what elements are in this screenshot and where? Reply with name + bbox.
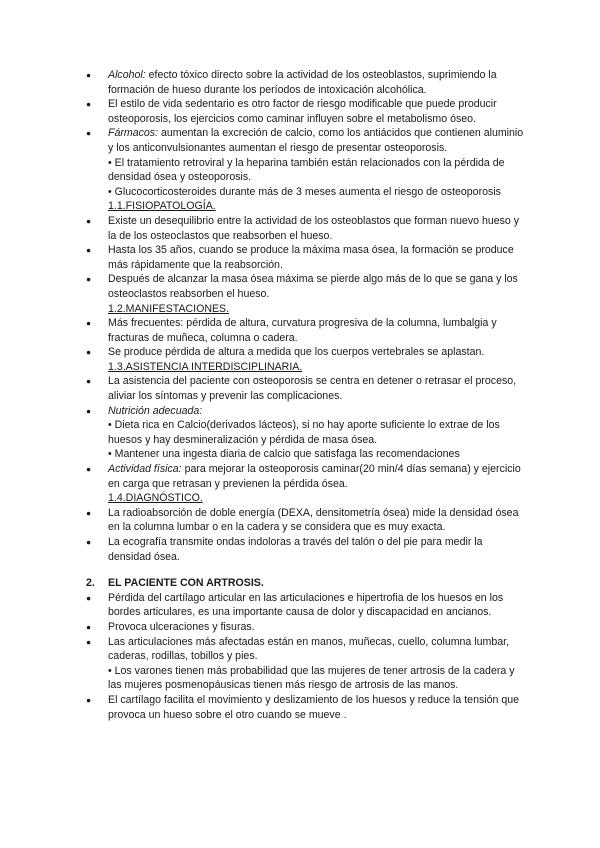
section-heading-fisiopatologia: 1.1.FISIOPATOLOGÍA. <box>108 200 216 213</box>
list-item-text: efecto tóxico directo sobre la actividad de los osteoblastos, suprimiendo la formación de hueso durante los períodos de intoxicación alcohólica. <box>108 69 497 96</box>
list-item: ● Más frecuentes: pérdida de altura, curvatura progresiva de la columna, lumbalgia y fracturas de muñeca, columna o cadera. <box>86 316 526 345</box>
document-body <box>86 68 526 722</box>
section-heading-manifestaciones: 1.2.MANIFESTACIONES. <box>108 302 230 315</box>
list-item-actividad <box>86 462 526 491</box>
list-item-text: para mejorar la osteoporosis caminar(20 min/4 días semana) y ejercicio en carga que retrasan y previenen la pérdida ósea. <box>108 463 521 490</box>
list-item: ● La ecografía transmite ondas indoloras a través del talón o del pie para medir la densidad ósea. <box>86 535 526 564</box>
sub-item: • Dieta rica en Calcio(derivados lácteos), si no hay aporte suficiente lo extrae de los huesos y hay desmineralización y pérdida de masa ósea. <box>108 419 500 446</box>
term-label: Fármacos: <box>108 127 159 140</box>
sub-item: • El tratamiento retroviral y la heparina también están relacionados con la pérdida de densidad ósea y osteoporosis. <box>108 156 505 184</box>
term-label: Actividad física: <box>108 463 182 476</box>
list-item: ● Después de alcanzar la masa ósea máxima se pierde algo más de lo que se gana y los osteoclastos reabsorben el hueso. <box>86 272 526 301</box>
list-item: ● Las articulaciones más afectadas están en manos, muñecas, cuello, columna lumbar, caderas, rodillas, tobillos y pies. <box>86 635 526 664</box>
sub-item: • Glucocorticosteroides durante más de 3 meses aumenta el riesgo de osteoporosis <box>108 185 501 198</box>
list-item: ● Pérdida del cartílago articular en las articulaciones e hipertrofia de los huesos en los bordes articulares, es una importante causa de dolor y discapacidad en ancianos. <box>86 591 526 620</box>
list-item-alcohol <box>86 68 526 97</box>
section-heading-artrosis <box>86 576 526 591</box>
list-item: ● La asistencia del paciente con osteoporosis se centra en detener o retrasar el proceso, aliviar los síntomas y prevenir las complicaciones. <box>86 374 526 403</box>
list-item: ● Hasta los 35 años, cuando se produce la máxima masa ósea, la formación se produce más rápidamente que la reabsorción. <box>86 243 526 272</box>
list-item: ● Provoca ulceraciones y fisuras. <box>86 620 526 635</box>
section-heading-diagnostico: 1.4.DIAGNÓSTICO. <box>108 492 203 505</box>
list-item: ● Se produce pérdida de altura a medida que los cuerpos vertebrales se aplastan. <box>86 345 526 360</box>
list-item-nutricion: ● Nutrición adecuada: <box>86 404 526 419</box>
section-title: EL PACIENTE CON ARTROSIS. <box>108 577 264 590</box>
list-item-text: aumentan la excreción de calcio, como los antiácidos que contienen aluminio y los anticonvulsionantes aumentan el riesgo de presentar osteoporosis. <box>108 127 524 154</box>
list-item-farmacos <box>86 126 526 155</box>
sub-item: • Los varones tienen más probabilidad que las mujeres de tener artrosis de la cadera y las mujeres posmenopáusicas tienen más riesgo de artrosis de las manos. <box>108 664 515 692</box>
list-item: ● La radioabsorción de doble energía (DEXA, densitometría ósea) mide la densidad ósea en la columna lumbar o en la cadera y se considera que es muy exacta. <box>86 506 526 535</box>
sub-item: • Mantener una ingesta diaria de calcio que satisfaga las recomendaciones <box>108 448 460 461</box>
list-item: ● El cartílago facilita el movimiento y deslizamiento de los huesos y reduce la tensión que provoca un hueso sobre el otro cuando se mueve . <box>86 693 526 722</box>
term-label: Alcohol: <box>108 69 146 81</box>
list-item: ● Existe un desequilibrio entre la actividad de los osteoblastos que forman nuevo hueso y la de los osteoclastos que reabsorben el hueso. <box>86 214 526 243</box>
section-heading-asistencia: 1.3.ASISTENCIA INTERDISCIPLINARIA. <box>108 360 303 373</box>
list-item-sedentario: ● El estilo de vida sedentario es otro factor de riesgo modificable que puede producir osteoporosis, los ejercicios como caminar influyen sobre el metabolismo óseo. <box>86 97 526 126</box>
section-number: 2. <box>86 577 95 590</box>
